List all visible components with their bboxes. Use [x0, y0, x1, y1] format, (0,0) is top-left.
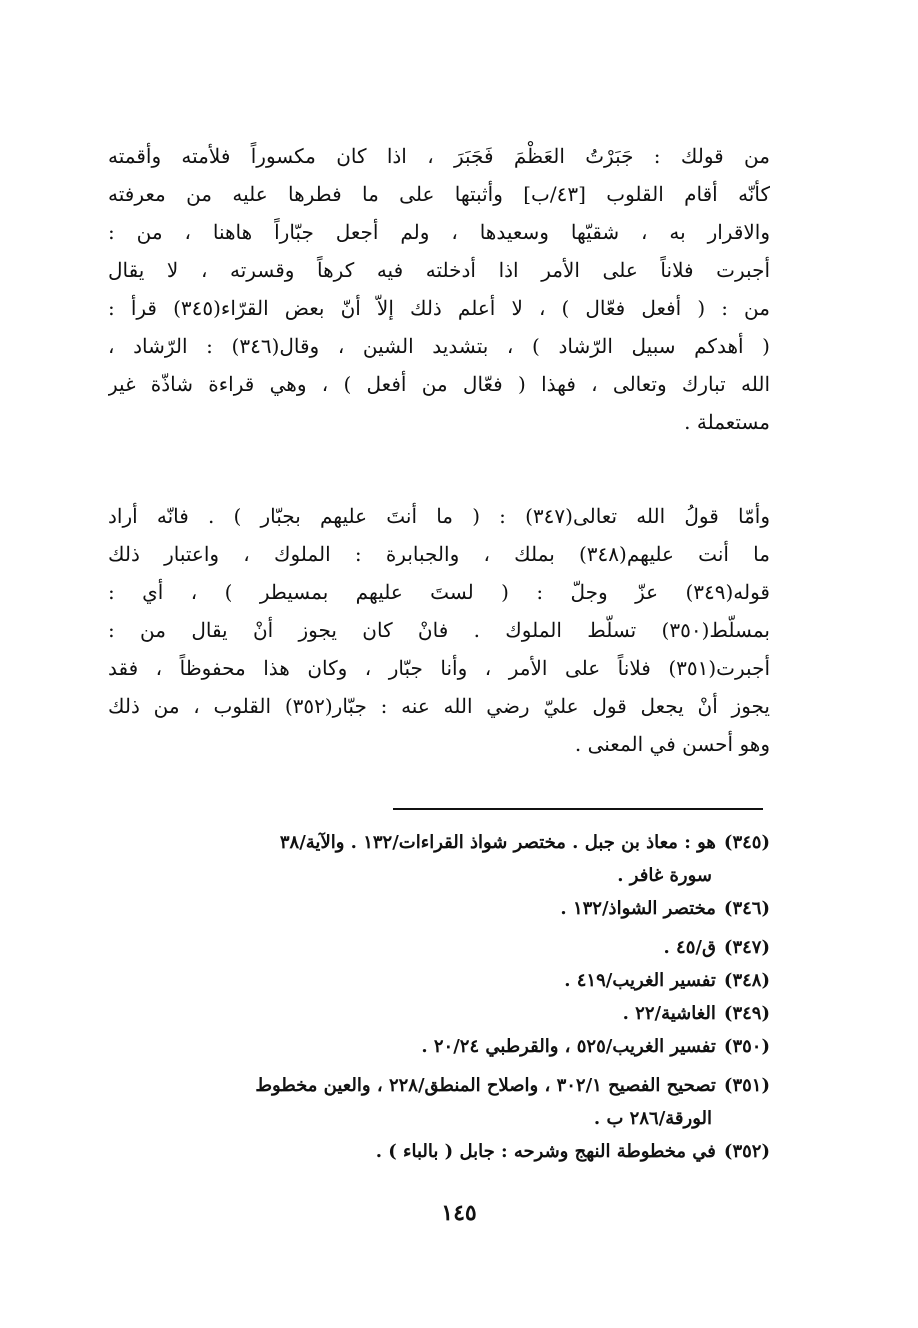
- footnote-item: [108, 964, 770, 997]
- footnote-text: الغاشية/٢٢ .: [622, 1003, 716, 1024]
- text-line: أجبرت فلاناً على الأمر اذا أدخلته فيه كرهاً وقسرته ، لا يقال: [108, 258, 770, 282]
- footnote-number: (٣٤٦): [723, 898, 770, 919]
- page-number: ١٤٥: [441, 1200, 477, 1226]
- text-line: من قولك : جَبَرْتُ العَظْمَ فَجَبَرَ ، اذا كان مكسوراً فلأمته وأقمته: [108, 144, 770, 168]
- text-line: كأنّه أقام القلوب [٤٣/ب] وأثبتها على ما فطرها عليه من معرفته: [108, 182, 770, 206]
- text-line: من : ( أفعل فعّال ) ، لا أعلم ذلك إلاّ أنّ بعض القرّاء(٣٤٥) قرأ :: [108, 296, 770, 320]
- footnote-continuation: الورقة/٢٨٦ ب .: [593, 1108, 712, 1129]
- text-line: أجبرت(٣٥١) فلاناً على الأمر ، وأنا جبّار ، وكان هذا محفوظاً ، فقد: [108, 656, 770, 680]
- text-line: يجوز أنْ يجعل قول عليّ رضي الله عنه : جبّار(٣٥٢) القلوب ، من ذلك: [108, 694, 770, 718]
- footnote-number: (٣٤٧): [723, 937, 770, 958]
- footnote-number: (٣٤٨): [723, 970, 770, 991]
- footnote-text: ق/٤٥ .: [663, 937, 716, 958]
- footnote-text: هو : معاذ بن جبل . مختصر شواذ القراءات/١٣٢ . والآية/٣٨: [279, 832, 716, 853]
- footnote-text: تفسير الغريب/٥٢٥ ، والقرطبي ٢٠/٢٤ .: [421, 1036, 716, 1057]
- footnote-number: (٣٤٥): [723, 832, 770, 853]
- footnote-continuation: سورة غافر .: [617, 865, 712, 886]
- footnote-item: [108, 1069, 770, 1135]
- footnote-item: [108, 826, 770, 892]
- text-line: وأمّا قولُ الله تعالى(٣٤٧) : ( ما أنتَ عليهم بجبّار ) . فانّه أراد: [108, 504, 770, 528]
- text-line: ( أهدكم سبيل الرّشاد ) ، بتشديد الشين ، وقال(٣٤٦) : الرّشاد ،: [108, 334, 770, 358]
- text-line: الله تبارك وتعالى ، فهذا ( فعّال من أفعل ) ، وهي قراءة شاذّة غير: [108, 372, 770, 396]
- footnote-number: (٣٥٠): [723, 1036, 770, 1057]
- text-line: وهو أحسن في المعنى .: [574, 732, 770, 756]
- text-line: بمسلّط(٣٥٠) تسلّط الملوك . فانْ كان يجوز أنْ يقال من :: [108, 618, 770, 642]
- footnote-item: [108, 1030, 770, 1063]
- footnotes-list: [108, 826, 770, 1168]
- footnote-number: (٣٥٢): [723, 1141, 770, 1162]
- text-line: ما أنت عليهم(٣٤٨) بملك ، والجبابرة : الملوك ، واعتبار ذلك: [108, 542, 770, 566]
- footnote-item: [108, 931, 770, 964]
- footnote-number: (٣٤٩): [723, 1003, 770, 1024]
- footnote-text: تصحيح الفصيح ٣٠٢/١ ، واصلاح المنطق/٢٢٨ ، والعين مخطوط: [255, 1075, 716, 1096]
- footnote-item: [108, 997, 770, 1030]
- paragraph-2: [108, 497, 770, 763]
- footnote-item: [108, 892, 770, 925]
- footnote-number: (٣٥١): [723, 1075, 770, 1096]
- footnote-text: مختصر الشواذ/١٣٢ .: [560, 898, 716, 919]
- footnote-text: تفسير الغريب/٤١٩ .: [564, 970, 716, 991]
- paragraph-1: [108, 137, 770, 441]
- footnote-text: في مخطوطة النهج وشرحه : جابل ( بالباء ) .: [375, 1141, 716, 1162]
- text-line: قوله(٣٤٩) عزّ وجلّ : ( لستَ عليهم بمسيطر ) ، أي :: [108, 580, 770, 604]
- footnote-item: [108, 1135, 770, 1168]
- text-line: مستعملة .: [684, 410, 770, 434]
- text-line: والاقرار به ، شقيّها وسعيدها ، ولم أجعل جبّاراً هاهنا ، من :: [108, 220, 770, 244]
- footnote-divider: [393, 808, 763, 810]
